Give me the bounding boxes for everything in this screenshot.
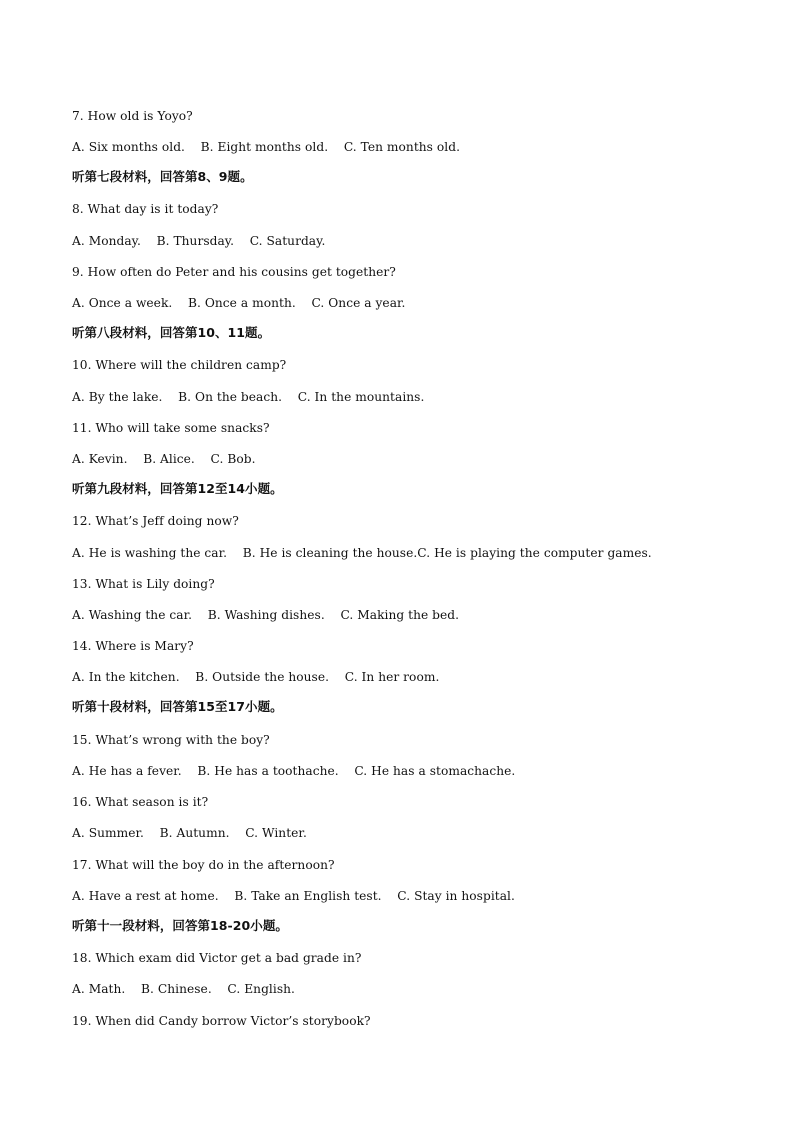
question-14: 14. Where is Mary? xyxy=(72,639,194,653)
question-16: 16. What season is it? xyxy=(72,795,209,809)
section-heading-10: 听第十段材料，回答第15至17小题。 xyxy=(72,699,283,714)
options-12: A. He is washing the car. B. He is cleaning the house.C. He is playing the computer games. xyxy=(72,546,652,560)
question-18: 18. Which exam did Victor get a bad grade in? xyxy=(72,951,362,965)
section-heading-7: 听第七段材料，回答第8、9题。 xyxy=(72,169,253,184)
question-15: 15. What’s wrong with the boy? xyxy=(72,733,270,747)
section-heading-8: 听第八段材料，回答第10、11题。 xyxy=(72,325,271,340)
question-7: 7. How old is Yoyo? xyxy=(72,109,193,123)
question-9: 9. How often do Peter and his cousins get together? xyxy=(72,265,396,279)
options-17: A. Have a rest at home. B. Take an English test. C. Stay in hospital. xyxy=(72,889,515,903)
options-8: A. Monday. B. Thursday. C. Saturday. xyxy=(72,234,326,248)
question-17: 17. What will the boy do in the afternoon? xyxy=(72,858,335,872)
question-10: 10. Where will the children camp? xyxy=(72,358,287,372)
section-heading-9: 听第九段材料，回答第12至14小题。 xyxy=(72,481,283,496)
options-14: A. In the kitchen. B. Outside the house. C. In her room. xyxy=(72,670,440,684)
options-11: A. Kevin. B. Alice. C. Bob. xyxy=(72,452,256,466)
options-10: A. By the lake. B. On the beach. C. In the mountains. xyxy=(72,390,425,404)
options-9: A. Once a week. B. Once a month. C. Once a year. xyxy=(72,296,406,310)
question-12: 12. What’s Jeff doing now? xyxy=(72,514,239,528)
question-13: 13. What is Lily doing? xyxy=(72,577,215,591)
options-15: A. He has a fever. B. He has a toothache. C. He has a stomachache. xyxy=(72,764,516,778)
options-13: A. Washing the car. B. Washing dishes. C. Making the bed. xyxy=(72,608,460,622)
question-11: 11. Who will take some snacks? xyxy=(72,421,270,435)
question-8: 8. What day is it today? xyxy=(72,202,219,216)
options-18: A. Math. B. Chinese. C. English. xyxy=(72,982,295,996)
options-16: A. Summer. B. Autumn. C. Winter. xyxy=(72,826,307,840)
section-heading-11: 听第十一段材料，回答第18-20小题。 xyxy=(72,918,288,933)
question-19: 19. When did Candy borrow Victor’s storybook? xyxy=(72,1014,371,1028)
options-7: A. Six months old. B. Eight months old. C. Ten months old. xyxy=(72,140,461,154)
